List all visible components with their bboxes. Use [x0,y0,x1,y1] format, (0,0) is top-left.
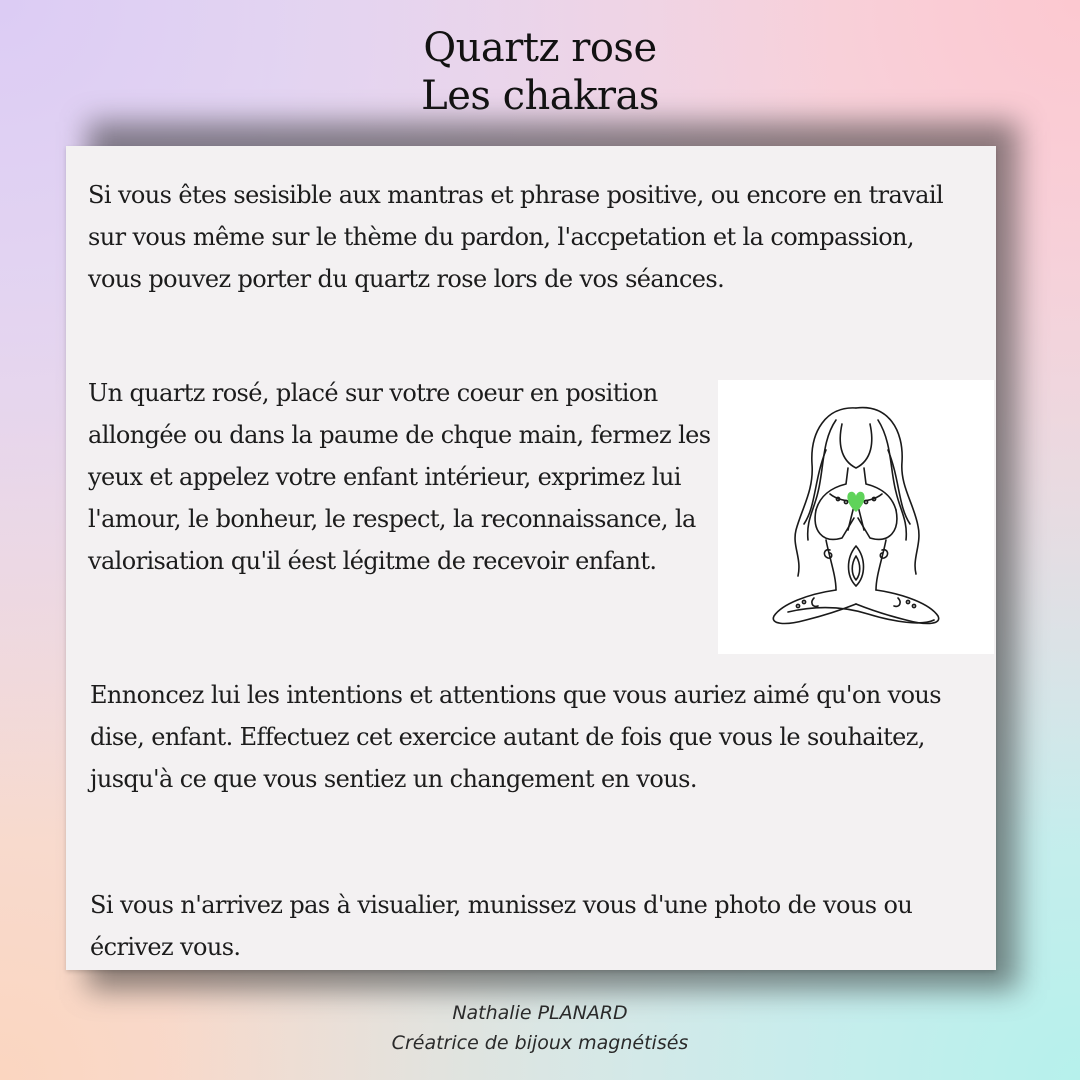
footer-name: Nathalie PLANARD [452,1002,628,1024]
paragraph-photo-tip: Si vous n'arrivez pas à visualier, munissez vous d'une photo de vous ou écrivez vous. [90,891,913,961]
footer-role: Créatrice de bijoux magnétisés [391,1032,689,1054]
title-line-1: Quartz rose [423,25,657,71]
meditating-woman-heart-icon [718,380,994,654]
title-line-2: Les chakras [421,73,659,119]
paragraph-intro: Si vous êtes sesisible aux mantras et phrase positive, ou encore en travail sur vous même sur le thème du pardon, l'accpetation et la compassion, vous pouvez porter du quartz rose lors de vos séances. [88,181,944,293]
page-title [0,24,1080,120]
content-card [66,146,996,970]
footer-signature [0,998,1080,1058]
paragraph-exercise: Un quartz rosé, placé sur votre coeur en position allongée ou dans la paume de chque main, fermez les yeux et appelez votre enfant intérieur, exprimez lui l'amour, le bonheur, le respect, la reconnaissance, la valorisation qu'il éest légitme de recevoir enfant. [88,379,711,575]
paragraph-intentions: Ennoncez lui les intentions et attentions que vous auriez aimé qu'on vous dise, enfant. Effectuez cet exercice autant de fois que vous le souhaitez, jusqu'à ce que vous sentiez un changement en vous. [90,681,941,793]
